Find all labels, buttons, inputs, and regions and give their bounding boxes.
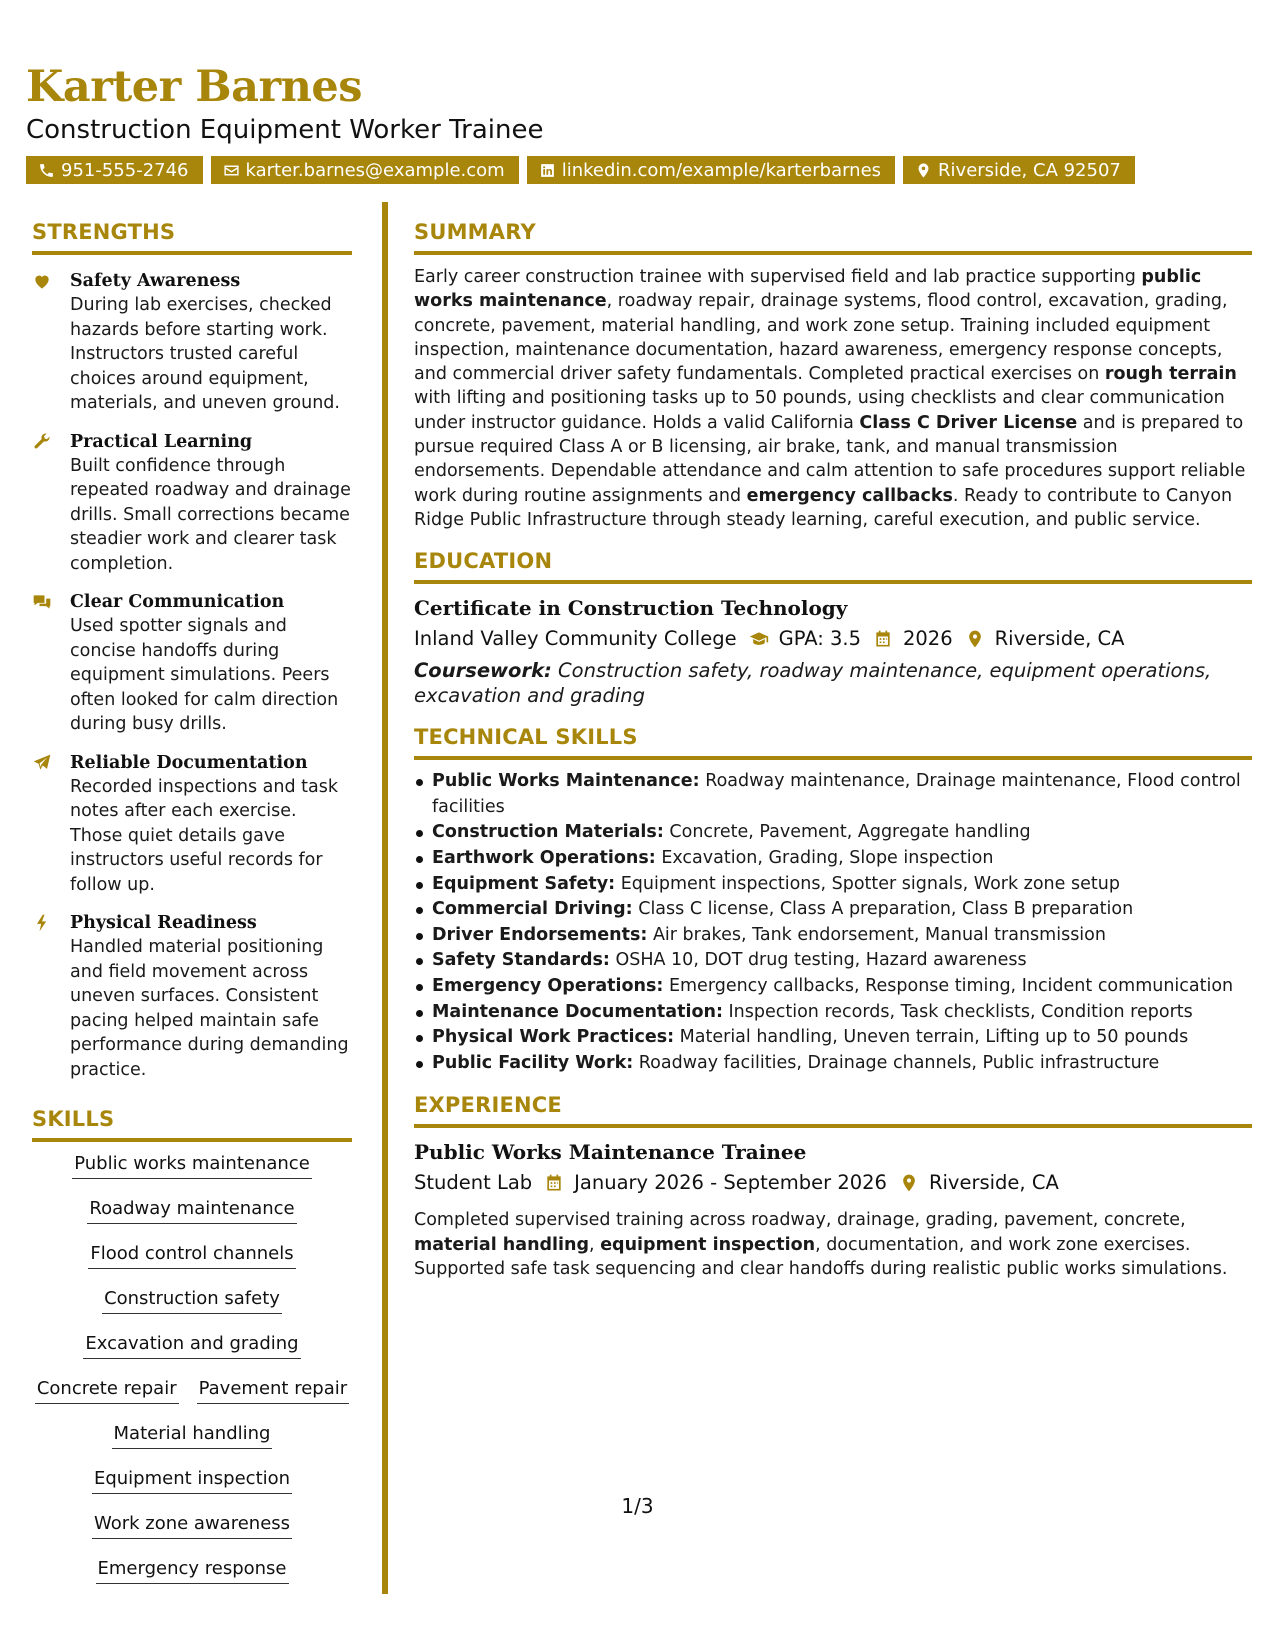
technical-skills-list <box>414 769 1252 1076</box>
skill-tag: Equipment inspection <box>92 1465 292 1494</box>
technical-skill-item <box>414 820 1252 846</box>
skill-tag: Public works maintenance <box>72 1150 312 1179</box>
text-run: Early career construction trainee with supervised field and lab practice supporting <box>414 267 1142 287</box>
strength-text: Used spotter signals and concise handoffs during equipment simulations. Peers often looked for calm direction during busy drills. <box>70 616 339 734</box>
graduation-cap-icon <box>749 629 769 649</box>
bold-phrase: Class C Driver License <box>859 412 1078 433</box>
contact-location-text: Riverside, CA 92507 <box>938 159 1121 181</box>
strength-title: Clear Communication <box>70 592 285 612</box>
strength-title: Practical Learning <box>70 431 253 452</box>
contact-linkedin[interactable] <box>527 156 895 184</box>
technical-skill-value: Inspection records, Task checklists, Condition reports <box>722 1001 1193 1022</box>
degree-title: Certificate in Construction Technology <box>414 596 848 621</box>
strengths-heading: STRENGTHS <box>32 217 352 255</box>
comments-icon <box>32 592 54 614</box>
strength-item <box>32 430 352 577</box>
text-run: , roadway repair, drainage systems, flood control, excavation, grading, concrete, pavement, material handling, and work zone setup. Training included equipment inspection, maintenance documentation, hazard awareness, emergency response concepts, and commercial driver safety fundamentals. Completed practical exercises on <box>414 291 1228 385</box>
technical-skill-label: Public Facility Work: <box>432 1052 634 1073</box>
strengths-section <box>32 217 352 1082</box>
employment-dates: January 2026 - September 2026 <box>574 1171 887 1195</box>
skill-tag: Concrete repair <box>35 1375 179 1404</box>
text-run: , <box>589 1234 601 1255</box>
skill-row <box>72 1150 312 1195</box>
technical-skill-label: Commercial Driving: <box>432 899 633 920</box>
technical-skill-value: OSHA 10, DOT drug testing, Hazard awareness <box>609 950 1027 971</box>
candidate-name: Karter Barnes <box>26 62 362 112</box>
bold-phrase: rough terrain <box>1104 364 1237 385</box>
bold-phrase: public works maintenance <box>414 267 1202 312</box>
strength-title: Safety Awareness <box>70 271 241 291</box>
employer-name: Student Lab <box>414 1171 533 1195</box>
skill-row <box>83 1330 300 1375</box>
technical-skill-label: Construction Materials: <box>432 822 664 843</box>
technical-skill-value: Class C license, Class A preparation, Class B preparation <box>632 899 1134 920</box>
contact-phone-text: 951-555-2746 <box>61 159 189 181</box>
text-run: , documentation, and work zone exercises. Supported safe task sequencing and clear handoffs during realistic public works simulations. <box>414 1234 1228 1279</box>
technical-skills-heading: TECHNICAL SKILLS <box>414 722 1252 760</box>
summary-text <box>414 265 1252 532</box>
technical-skill-label: Physical Work Practices: <box>432 1027 675 1048</box>
strength-item <box>32 911 352 1082</box>
technical-skill-value: Air brakes, Tank endorsement, Manual transmission <box>647 924 1106 945</box>
education-meta <box>414 624 1252 654</box>
technical-skill-label: Safety Standards: <box>432 950 610 971</box>
technical-skill-item <box>414 974 1252 1000</box>
skills-heading: SKILLS <box>32 1104 352 1142</box>
text-run: and is prepared to pursue required Class A or B licensing, air brake, tank, and manual transmission endorsements. Dependable attendance and calm attention to safe procedures support reliable work during routine assignments and <box>414 412 1246 506</box>
skill-tag: Flood control channels <box>88 1240 295 1269</box>
wrench-icon <box>32 432 54 454</box>
text-run: . Ready to contribute to Canyon Ridge Public Infrastructure through steady learning, careful execution, and public service. <box>414 485 1233 530</box>
technical-skill-value: Material handling, Uneven terrain, Lifting up to 50 pounds <box>674 1027 1189 1048</box>
technical-skill-value: Roadway facilities, Drainage channels, Public infrastructure <box>633 1052 1160 1073</box>
technical-skill-value: Roadway maintenance, Drainage maintenance, Flood control facilities <box>432 771 1241 817</box>
strength-item <box>32 590 352 737</box>
strength-text: Recorded inspections and task notes after each exercise. Those quiet details gave instructors useful records for follow up. <box>70 776 338 895</box>
skill-row <box>88 1240 295 1285</box>
bolt-icon <box>32 913 54 935</box>
gpa: GPA: 3.5 <box>778 627 861 651</box>
phone-icon <box>38 162 55 179</box>
strength-text: Built confidence through repeated roadway and drainage drills. Small corrections became steadier work and clearer task completion. <box>70 455 351 574</box>
technical-skill-item <box>414 923 1252 949</box>
linkedin-icon <box>539 162 556 179</box>
location-pin-icon <box>899 1173 919 1193</box>
experience-meta <box>414 1168 1252 1198</box>
technical-skill-item <box>414 1051 1252 1077</box>
coursework-text: Construction safety, roadway maintenance, equipment operations, excavation and grading <box>414 659 1212 708</box>
technical-skill-item <box>414 948 1252 974</box>
skill-tag: Emergency response <box>96 1555 289 1584</box>
technical-skill-label: Driver Endorsements: <box>432 924 648 945</box>
technical-skill-item <box>414 872 1252 898</box>
technical-skill-item <box>414 846 1252 872</box>
skill-tag: Work zone awareness <box>92 1510 292 1539</box>
technical-skill-item <box>414 769 1252 820</box>
technical-skill-label: Earthwork Operations: <box>432 848 656 869</box>
technical-skill-label: Equipment Safety: <box>432 873 616 894</box>
experience-section <box>414 1090 1252 1281</box>
strength-title: Reliable Documentation <box>70 752 308 773</box>
skill-row <box>96 1555 289 1600</box>
contact-email[interactable] <box>211 156 519 184</box>
text-run: Completed supervised training across roadway, drainage, grading, pavement, concrete, <box>414 1210 1186 1231</box>
employment-location: Riverside, CA <box>928 1171 1059 1195</box>
resume-header <box>26 62 1256 184</box>
column-divider <box>382 202 388 1594</box>
school-name: Inland Valley Community College <box>414 627 737 651</box>
strength-item <box>32 269 352 416</box>
location-pin-icon <box>915 162 932 179</box>
contact-bar <box>26 156 1256 184</box>
location-pin-icon <box>965 629 985 649</box>
technical-skill-item <box>414 897 1252 923</box>
contact-phone[interactable] <box>26 156 203 184</box>
technical-skill-value: Equipment inspections, Spotter signals, Work zone setup <box>615 873 1120 894</box>
technical-skill-label: Maintenance Documentation: <box>432 1001 723 1022</box>
strength-title: Physical Readiness <box>70 913 257 933</box>
envelope-icon <box>223 162 240 179</box>
skill-tag: Excavation and grading <box>83 1330 300 1359</box>
strength-item <box>32 751 352 898</box>
education-section <box>414 546 1252 708</box>
calendar-icon <box>544 1173 564 1193</box>
contact-location <box>903 156 1135 184</box>
technical-skill-label: Public Works Maintenance: <box>432 771 700 792</box>
heart-icon <box>32 271 54 293</box>
skills-list <box>32 1150 352 1600</box>
skill-tag: Pavement repair <box>197 1375 350 1404</box>
skill-row <box>112 1420 273 1465</box>
technical-skill-value: Excavation, Grading, Slope inspection <box>655 848 994 869</box>
text-run: with lifting and positioning tasks up to 50 pounds, using checklists and clear communication under instructor guidance. Holds a valid California <box>414 388 1225 433</box>
bold-phrase: material handling <box>414 1234 590 1255</box>
summary-section <box>414 217 1252 532</box>
contact-email-text: karter.barnes@example.com <box>245 159 505 181</box>
school-location: Riverside, CA <box>994 627 1125 651</box>
left-column <box>32 217 352 1600</box>
skill-row <box>102 1285 282 1330</box>
skill-row <box>35 1375 349 1420</box>
summary-heading: SUMMARY <box>414 217 1252 255</box>
strength-text: Handled material positioning and field movement across uneven surfaces. Consistent pacing helped maintain safe performance during demanding practice. <box>70 937 349 1080</box>
experience-description <box>414 1208 1252 1281</box>
skill-tag: Roadway maintenance <box>87 1195 296 1224</box>
skill-tag: Material handling <box>112 1420 273 1449</box>
experience-job-title: Public Works Maintenance Trainee <box>414 1140 807 1165</box>
paper-plane-icon <box>32 753 54 775</box>
skill-row <box>87 1195 296 1240</box>
right-column <box>414 217 1252 1281</box>
experience-heading: EXPERIENCE <box>414 1090 1252 1128</box>
technical-skill-item <box>414 1000 1252 1026</box>
technical-skill-item <box>414 1025 1252 1051</box>
coursework-label: Coursework: <box>414 659 552 683</box>
technical-skills-section <box>414 722 1252 1076</box>
skill-tag: Construction safety <box>102 1285 282 1314</box>
page-number: 1/3 <box>621 1494 654 1518</box>
skills-section <box>32 1104 352 1600</box>
coursework <box>414 658 1252 708</box>
education-heading: EDUCATION <box>414 546 1252 584</box>
bold-phrase: equipment inspection <box>600 1234 816 1255</box>
technical-skill-value: Emergency callbacks, Response timing, Incident communication <box>663 976 1234 997</box>
contact-linkedin-text: linkedin.com/example/karterbarnes <box>561 159 882 181</box>
technical-skill-label: Emergency Operations: <box>432 976 664 997</box>
technical-skill-value: Concrete, Pavement, Aggregate handling <box>663 822 1031 843</box>
graduation-year: 2026 <box>902 627 953 651</box>
job-title: Construction Equipment Worker Trainee <box>26 115 544 145</box>
calendar-icon <box>873 629 893 649</box>
strength-text: During lab exercises, checked hazards before starting work. Instructors trusted careful choices around equipment, materials, and uneven ground. <box>70 295 340 413</box>
bold-phrase: emergency callbacks <box>746 485 953 506</box>
